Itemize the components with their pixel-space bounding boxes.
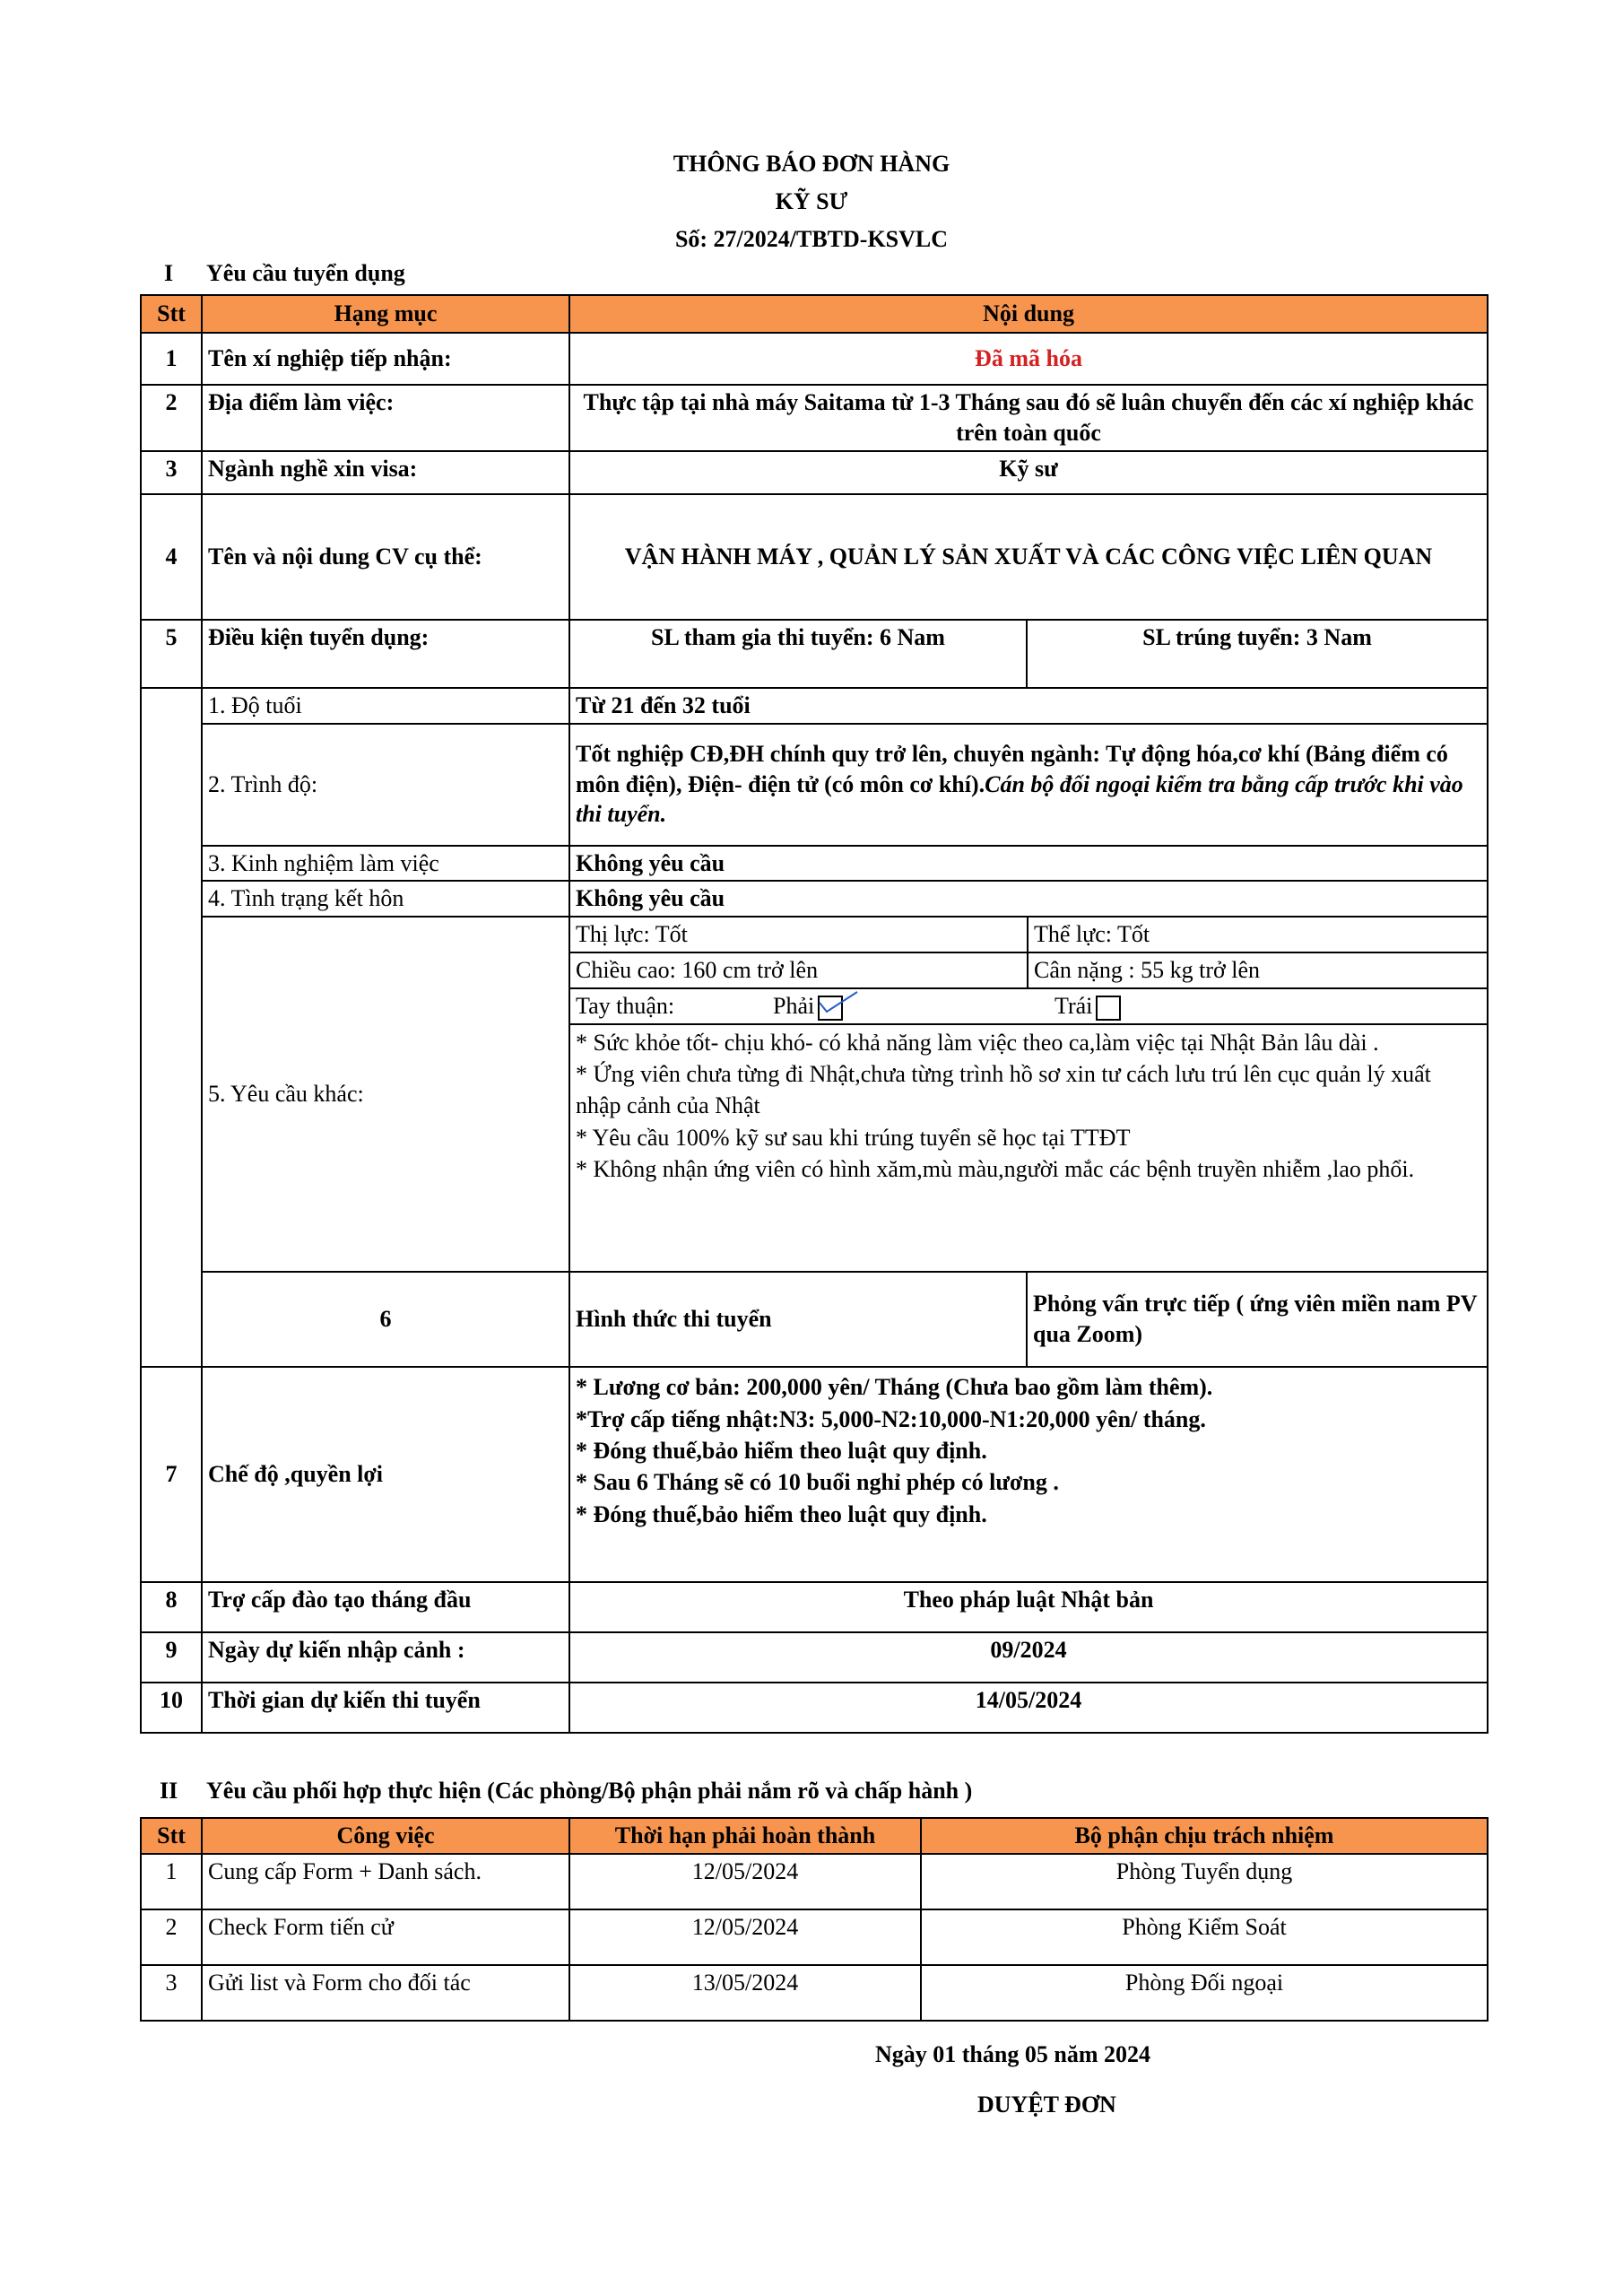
table-row — [141, 1965, 1488, 2021]
col-stt: Stt — [141, 1818, 202, 1854]
row-stt: 6 — [202, 1272, 569, 1367]
conditions-stt-cell — [141, 688, 202, 1368]
coordination-table — [140, 1817, 1488, 2022]
table-row — [141, 620, 1488, 688]
row-label: Chế độ ,quyền lợi — [202, 1367, 569, 1582]
row-label: Địa điểm làm việc: — [202, 385, 569, 451]
experience-label: 3. Kinh nghiệm làm việc — [202, 846, 569, 882]
table-row — [141, 1272, 1488, 1367]
hand-left-checkbox[interactable] — [1096, 996, 1121, 1021]
experience-value: Không yêu cầu — [569, 846, 1488, 882]
row-stt: 2 — [141, 1909, 202, 1965]
workplace-value: Thực tập tại nhà máy Saitama từ 1-3 Tháng sau đó sẽ luân chuyển đến các xí nghiệp khác trên toàn quốc — [569, 385, 1488, 451]
weight: Cân nặng : 55 kg trở lên — [1028, 952, 1487, 988]
row-label: Tên xí nghiệp tiếp nhận: — [202, 333, 569, 385]
task: Check Form tiến cử — [202, 1909, 569, 1965]
col-item: Hạng mục — [202, 295, 569, 333]
section2-index: II — [160, 1778, 178, 1804]
document-number: Số: 27/2024/TBTD-KSVLC — [674, 226, 949, 252]
benefits-cell — [569, 1367, 1488, 1582]
requirements-table — [140, 294, 1488, 1734]
fitness: Thể lực: Tốt — [1028, 918, 1487, 952]
col-dept: Bộ phận chịu trách nhiệm — [921, 1818, 1488, 1854]
row-stt: 5 — [141, 620, 202, 688]
table-row — [141, 881, 1488, 917]
row-label: Điều kiện tuyển dụng: — [202, 620, 569, 688]
benefit-line: * Đóng thuế,bảo hiểm theo luật quy định. — [576, 1500, 987, 1527]
row-stt: 9 — [141, 1632, 202, 1683]
other-requirements-label: 5. Yêu cầu khác: — [202, 917, 569, 1272]
notes-cell — [570, 1024, 1487, 1187]
pass-count: SL trúng tuyển: 3 Nam — [1027, 620, 1488, 688]
hand-right-option — [773, 991, 843, 1022]
table-row — [141, 724, 1488, 846]
signing-date: Ngày 01 tháng 05 năm 2024 — [875, 2041, 1150, 2067]
note-line: * Ứng viên chưa từng đi Nhật,chưa từng trình hồ sơ xin tư cách lưu trú lên cục quản lý xuất nhập cảnh của Nhật — [576, 1060, 1431, 1119]
note-line: * Không nhận ứng viên có hình xăm,mù màu,người mắc các bệnh truyền nhiễm ,lao phổi. — [576, 1156, 1415, 1183]
deadline: 13/05/2024 — [569, 1965, 921, 2021]
table-row — [141, 385, 1488, 451]
table-row — [141, 1909, 1488, 1965]
table-row — [141, 333, 1488, 385]
section1-title: Yêu cầu tuyển dụng — [206, 260, 405, 286]
hand-right-label: Phải — [773, 992, 815, 1019]
exam-date-value: 14/05/2024 — [569, 1683, 1488, 1733]
company-value: Đã mã hóa — [569, 333, 1488, 385]
entry-date-value: 09/2024 — [569, 1632, 1488, 1683]
table-row — [141, 1854, 1488, 1909]
document-title: THÔNG BÁO ĐƠN HÀNG — [673, 151, 950, 177]
row-stt: 1 — [141, 333, 202, 385]
row-stt: 2 — [141, 385, 202, 451]
row-stt: 8 — [141, 1582, 202, 1632]
marital-value: Không yêu cầu — [569, 881, 1488, 917]
row-label: Tên và nội dung CV cụ thể: — [202, 494, 569, 620]
visa-value: Kỹ sư — [569, 451, 1488, 494]
benefit-line: * Đóng thuế,bảo hiểm theo luật quy định. — [576, 1437, 987, 1464]
hand-left-label: Trái — [1055, 992, 1093, 1019]
table-row — [141, 846, 1488, 882]
handedness-row — [570, 988, 1487, 1024]
row-label: Ngày dự kiến nhập cảnh : — [202, 1632, 569, 1683]
section1-index: I — [164, 260, 174, 286]
benefit-line: * Lương cơ bản: 200,000 yên/ Tháng (Chưa bao gồm làm thêm). — [576, 1374, 1213, 1401]
table-row — [141, 494, 1488, 620]
row-stt: 4 — [141, 494, 202, 620]
row-label: Trợ cấp đào tạo tháng đầu — [202, 1582, 569, 1632]
check-mark-icon — [818, 990, 863, 1017]
table-row — [141, 1632, 1488, 1683]
marital-label: 4. Tình trạng kết hôn — [202, 881, 569, 917]
education-label: 2. Trình độ: — [202, 724, 569, 846]
task: Cung cấp Form + Danh sách. — [202, 1854, 569, 1909]
table-row — [141, 688, 1488, 724]
row-label: Ngành nghề xin visa: — [202, 451, 569, 494]
job-value: VẬN HÀNH MÁY , QUẢN LÝ SẢN XUẤT VÀ CÁC CÔNG VIỆC LIÊN QUAN — [569, 494, 1488, 620]
department: Phòng Đối ngoại — [921, 1965, 1488, 2021]
hand-right-checkbox[interactable] — [818, 996, 843, 1021]
row-stt: 1 — [141, 1854, 202, 1909]
hand-left-option — [1055, 991, 1121, 1022]
height: Chiều cao: 160 cm trở lên — [570, 952, 1028, 988]
col-task: Công việc — [202, 1818, 569, 1854]
note-line: * Yêu cầu 100% kỹ sư sau khi trúng tuyển sẽ học tại TTĐT — [576, 1124, 1131, 1151]
eyesight: Thị lực: Tốt — [570, 918, 1028, 952]
deadline: 12/05/2024 — [569, 1909, 921, 1965]
col-stt: Stt — [141, 295, 202, 333]
exam-format-value: Phỏng vấn trực tiếp ( ứng viên miền nam PV qua Zoom) — [1027, 1272, 1488, 1367]
row-label: Hình thức thi tuyển — [569, 1272, 1027, 1367]
education-value-cell — [569, 724, 1488, 846]
training-allowance-value: Theo pháp luật Nhật bản — [569, 1582, 1488, 1632]
table-row — [141, 917, 1488, 1272]
department: Phòng Kiểm Soát — [921, 1909, 1488, 1965]
col-content: Nội dung — [569, 295, 1488, 333]
physical-table — [570, 918, 1487, 1187]
benefit-line: *Trợ cấp tiếng nhật:N3: 5,000-N2:10,000-N1:20,000 yên/ tháng. — [576, 1405, 1206, 1432]
benefit-line: * Sau 6 Tháng sẽ có 10 buổi nghỉ phép có lương . — [576, 1469, 1059, 1496]
table-row — [141, 1582, 1488, 1632]
note-line: * Sức khỏe tốt- chịu khó- có khả năng làm việc theo ca,làm việc tại Nhật Bản lâu dài . — [576, 1029, 1379, 1056]
approval-label: DUYỆT ĐƠN — [977, 2092, 1116, 2118]
age-value: Từ 21 đến 32 tuổi — [569, 688, 1488, 724]
row-label: Thời gian dự kiến thi tuyển — [202, 1683, 569, 1733]
age-label: 1. Độ tuổi — [202, 688, 569, 724]
education-note: Cán bộ đối ngoại kiểm tra bằng cấp trước khi vào thi tuyển. — [576, 770, 1463, 828]
task: Gửi list và Form cho đối tác — [202, 1965, 569, 2021]
education-value: Tốt nghiệp CĐ,ĐH chính quy trở lên, chuyên ngành: Tự động hóa,cơ khí (Bảng điểm có môn điện), Điện- điện tử (có môn cơ khí). — [576, 740, 1448, 797]
col-deadline: Thời hạn phải hoàn thành — [569, 1818, 921, 1854]
row-stt: 3 — [141, 1965, 202, 2021]
row-stt: 3 — [141, 451, 202, 494]
handedness-label: Tay thuận: — [576, 992, 675, 1019]
row-stt: 10 — [141, 1683, 202, 1733]
table-row — [141, 1367, 1488, 1582]
table-row — [141, 451, 1488, 494]
department: Phòng Tuyển dụng — [921, 1854, 1488, 1909]
other-requirements-cell — [569, 917, 1488, 1272]
table-row — [141, 1683, 1488, 1733]
exam-count: SL tham gia thi tuyển: 6 Nam — [569, 620, 1027, 688]
document-subtitle: KỸ SƯ — [775, 188, 848, 214]
section2-title: Yêu cầu phối hợp thực hiện (Các phòng/Bộ phận phải nắm rõ và chấp hành ) — [206, 1778, 973, 1804]
row-stt: 7 — [141, 1367, 202, 1582]
deadline: 12/05/2024 — [569, 1854, 921, 1909]
